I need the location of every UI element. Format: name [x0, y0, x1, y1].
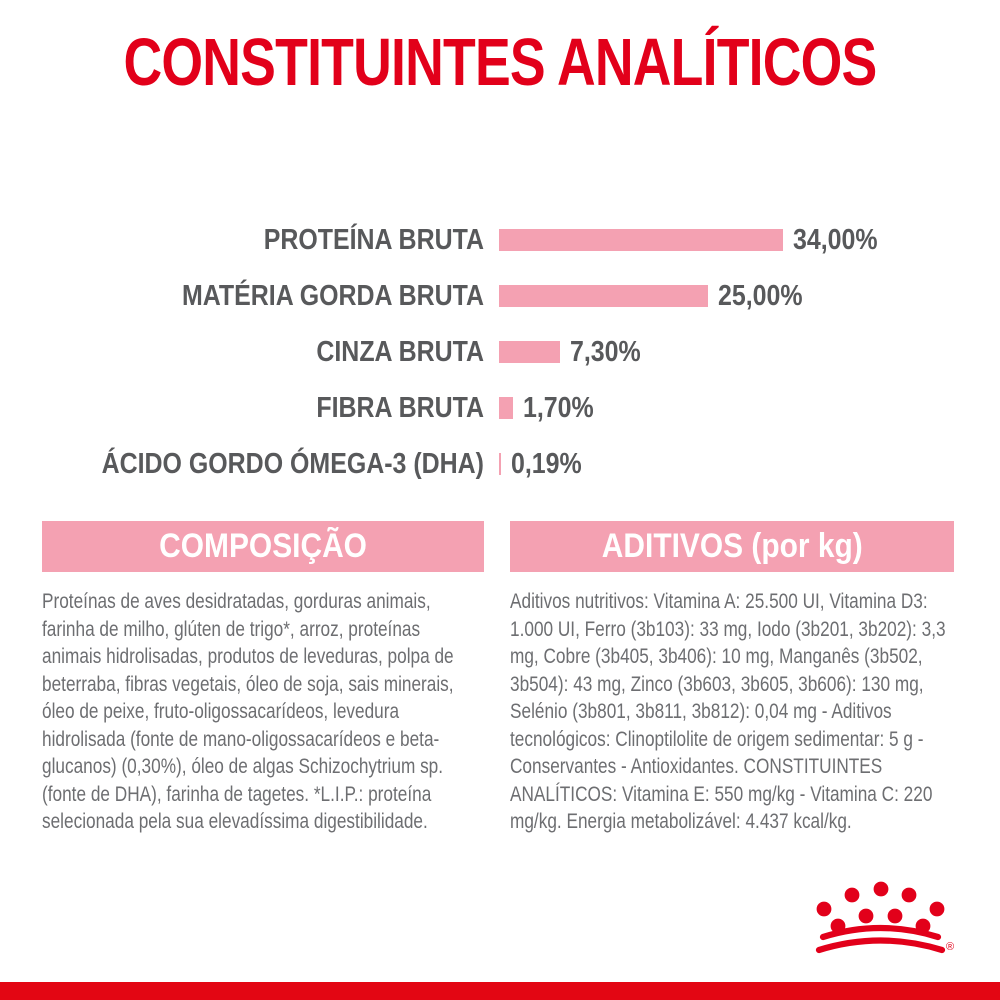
- chart-category-label: FIBRA BRUTA: [316, 391, 484, 424]
- chart-category-label: ÁCIDO GORDO ÓMEGA-3 (DHA): [101, 447, 485, 480]
- chart-bar: [499, 229, 783, 251]
- chart-value-label: 7,30%: [569, 335, 641, 368]
- chart-row: [0, 436, 1000, 492]
- composition-body: [42, 588, 484, 836]
- bottom-red-strip: [0, 982, 1000, 1000]
- chart-bar: [499, 453, 501, 475]
- chart-row: [0, 268, 1000, 324]
- additives-body: [510, 588, 954, 836]
- analytical-constituents-chart: [0, 212, 1000, 492]
- additives-text: Aditivos nutritivos: Vitamina A: 25.500 UI, Vitamina D3: 1.000 UI, Ferro (3b103): 33 mg, Iodo (3b201, 3b202): 3,3 mg, Cobre (3b405, 3b406): 10 mg, Manganês (3b502, 3b504): 43 mg, Zinco (3b603, 3b605, 3b606): 130 mg, Selénio (3b801, 3b811, 3b812): 0,04 mg - Aditivos tecnológicos: Clinoptilolite de origem sedimentar: 5 g - Conservantes - Antioxidantes. CONSTITUINTES ANALÍTICOS: Vitamina E: 550 mg/kg - Vitamina C: 220 mg/kg. Energia metabolizável: 4.437 kcal/kg.: [510, 590, 946, 833]
- chart-category-label: CINZA BRUTA: [316, 335, 484, 368]
- additives-header-label: ADITIVOS (por kg): [601, 527, 863, 565]
- chart-bar: [499, 341, 560, 363]
- chart-bar: [499, 285, 708, 307]
- chart-row: [0, 324, 1000, 380]
- additives-section: [510, 521, 954, 836]
- composition-header-label: COMPOSIÇÃO: [159, 527, 367, 565]
- chart-row: [0, 212, 1000, 268]
- additives-header: [510, 521, 954, 572]
- composition-section: [42, 521, 484, 836]
- chart-category-label: PROTEÍNA BRUTA: [263, 223, 484, 256]
- chart-value-label: 25,00%: [717, 279, 803, 312]
- chart-category-label: MATÉRIA GORDA BRUTA: [181, 279, 484, 312]
- chart-bar: [499, 397, 513, 419]
- crown-arcs: [819, 928, 942, 950]
- chart-value-label: 1,70%: [523, 391, 594, 424]
- royal-canin-crown-logo: [812, 878, 960, 962]
- chart-value-label: 34,00%: [792, 223, 878, 256]
- composition-text: Proteínas de aves desidratadas, gorduras animais, farinha de milho, glúten de trigo*, arroz, proteínas animais hidrolisadas, produtos de leveduras, polpa de beterraba, fibras vegetais, óleo de soja, sais minerais, óleo de peixe, fruto-oligossacarídeos, levedura hidrolisada (fonte de mano-oligossacarídeos e beta-glucanos) (0,30%), óleo de algas Schizochytrium sp. (fonte de DHA), farinha de tagetes. *L.I.P.: proteína selecionada pela sua elevadíssima digestibilidade.: [42, 590, 454, 833]
- composition-header: [42, 521, 484, 572]
- registered-mark: ®: [946, 941, 955, 953]
- chart-value-label: 0,19%: [511, 447, 582, 480]
- page-title: CONSTITUINTES ANALÍTICOS: [123, 25, 877, 100]
- chart-row: [0, 380, 1000, 436]
